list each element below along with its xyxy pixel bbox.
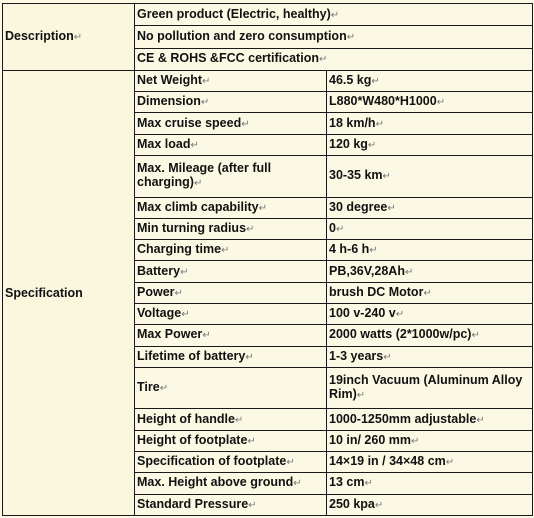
spec-label: Battery↵ (135, 261, 327, 282)
spec-value: 13 cm↵ (327, 473, 533, 494)
spec-label: Height of handle↵ (135, 409, 327, 430)
spec-label: Specification of footplate↵ (135, 451, 327, 472)
spec-label: Height of footplate↵ (135, 430, 327, 451)
specification-header: Specification (3, 70, 135, 515)
spec-value: 30-35 km↵ (327, 156, 533, 198)
spec-label: Max. Mileage (after full charging)↵ (135, 156, 327, 198)
description-line: CE & ROHS &FCC certification↵ (135, 48, 533, 70)
spec-label: Max climb capability↵ (135, 197, 327, 218)
spec-table (2, 3, 533, 516)
spec-value: 0↵ (327, 218, 533, 239)
spec-label: Charging time↵ (135, 240, 327, 261)
spec-label: Min turning radius↵ (135, 218, 327, 239)
spec-row (3, 70, 533, 91)
spec-label: Lifetime of battery↵ (135, 346, 327, 367)
spec-label: Tire↵ (135, 367, 327, 409)
description-line: Green product (Electric, healthy)↵ (135, 4, 533, 26)
spec-value: 30 degree↵ (327, 197, 533, 218)
spec-value: 18 km/h↵ (327, 113, 533, 134)
description-line: No pollution and zero consumption↵ (135, 26, 533, 48)
spec-value: L880*W480*H1000↵ (327, 92, 533, 113)
spec-label: Standard Pressure↵ (135, 494, 327, 515)
spec-value: 250 kpa↵ (327, 494, 533, 515)
spec-value: 4 h-6 h↵ (327, 240, 533, 261)
spec-value: 19inch Vacuum (Aluminum Alloy Rim)↵ (327, 367, 533, 409)
spec-label: Max load↵ (135, 134, 327, 155)
spec-label: Net Weight↵ (135, 70, 327, 91)
spec-label: Dimension↵ (135, 92, 327, 113)
spec-value: 14×19 in / 34×48 cm↵ (327, 451, 533, 472)
spec-value: 1000-1250mm adjustable↵ (327, 409, 533, 430)
spec-value: brush DC Motor↵ (327, 282, 533, 303)
spec-label: Max. Height above ground↵ (135, 473, 327, 494)
spec-value: 1-3 years↵ (327, 346, 533, 367)
spec-value: 2000 watts (2*1000w/pc)↵ (327, 325, 533, 346)
spec-value: 10 in/ 260 mm↵ (327, 430, 533, 451)
spec-value: 120 kg↵ (327, 134, 533, 155)
spec-label: Max Power↵ (135, 325, 327, 346)
description-row (3, 4, 533, 26)
spec-label: Voltage↵ (135, 303, 327, 324)
description-header: Description↵ (3, 4, 135, 71)
spec-value: 100 v-240 v↵ (327, 303, 533, 324)
spec-label: Power↵ (135, 282, 327, 303)
spec-value: PB,36V,28Ah↵ (327, 261, 533, 282)
spec-value: 46.5 kg↵ (327, 70, 533, 91)
spec-label: Max cruise speed↵ (135, 113, 327, 134)
